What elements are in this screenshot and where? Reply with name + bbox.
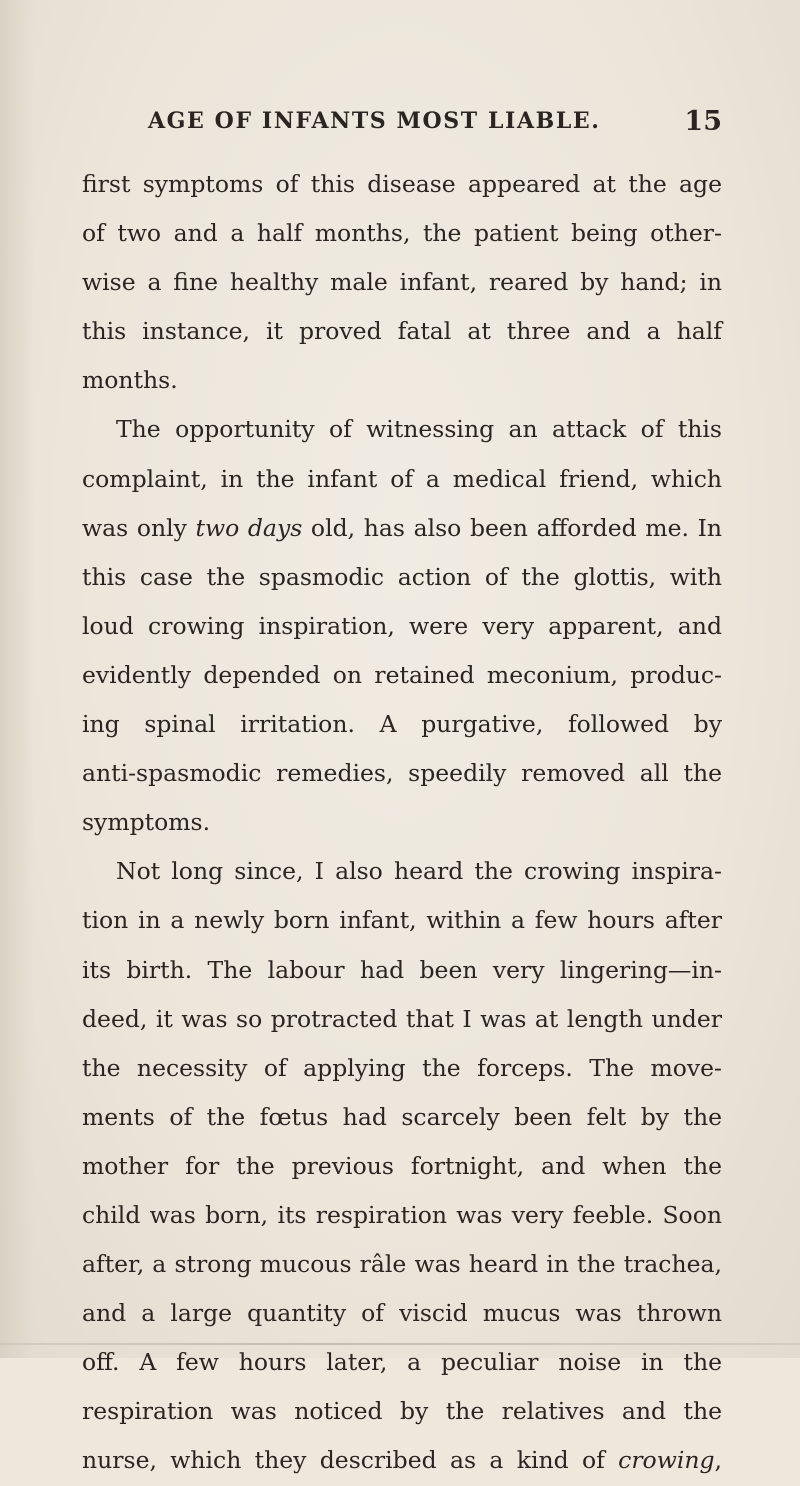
page-edge-shadow bbox=[0, 0, 34, 1358]
text-run: , bbox=[714, 1446, 722, 1475]
text-line: off. A few hours later, a peculiar noise in the bbox=[82, 1348, 722, 1377]
text-line: deed, it was so protracted that I was at length under bbox=[82, 1004, 722, 1033]
running-title: AGE OF INFANTS MOST LIABLE. bbox=[148, 108, 601, 134]
text-line: loud crowing inspiration, were very apparent, and bbox=[82, 611, 722, 640]
running-head bbox=[148, 106, 722, 142]
text-line: evidently depended on retained meconium, produc- bbox=[82, 660, 722, 689]
text-line bbox=[82, 1436, 722, 1485]
text-line: after, a strong mucous râle was heard in the trachea, bbox=[82, 1250, 722, 1279]
text-line: ments of the fœtus had scarcely been felt by the bbox=[82, 1102, 722, 1131]
text-run: nurse, which they described as a kind of bbox=[82, 1446, 619, 1475]
text-line: ing spinal irritation. A purgative, followed by bbox=[82, 710, 722, 739]
text-line: first symptoms of this disease appeared at the age bbox=[82, 170, 722, 198]
text-line: Not long since, I also heard the crowing inspira- bbox=[116, 857, 722, 886]
body-text bbox=[82, 160, 722, 1486]
page-number: 15 bbox=[684, 106, 722, 137]
text-line: The opportunity of witnessing an attack of this bbox=[116, 415, 722, 444]
text-line: this instance, it proved fatal at three and a half bbox=[82, 317, 722, 346]
text-line bbox=[82, 504, 722, 553]
text-line: months. bbox=[82, 366, 178, 395]
text-line: this case the spasmodic action of the glottis, with bbox=[82, 562, 722, 591]
text-line: the necessity of applying the forceps. The move- bbox=[82, 1053, 722, 1082]
text-line: child was born, its respiration was very feeble. Soon bbox=[82, 1200, 722, 1229]
text-line: symptoms. bbox=[82, 808, 211, 837]
italic-phrase: crowing bbox=[618, 1446, 715, 1475]
text-line: anti-spasmodic remedies, speedily removed all the bbox=[82, 759, 722, 788]
text-line: and a large quantity of viscid mucus was thrown bbox=[82, 1299, 722, 1328]
text-line: wise a fine healthy male infant, reared by hand; in bbox=[82, 268, 722, 297]
italic-phrase: two days bbox=[195, 513, 303, 542]
text-line: complaint, in the infant of a medical friend, which bbox=[82, 464, 722, 493]
text-run: old, has also been afforded me. In bbox=[302, 513, 723, 542]
text-line: respiration was noticed by the relatives and the bbox=[82, 1397, 722, 1426]
text-line: tion in a newly born infant, within a few hours after bbox=[82, 906, 722, 935]
text-run: was only bbox=[82, 513, 196, 542]
text-line: mother for the previous fortnight, and when the bbox=[82, 1151, 722, 1180]
text-line: of two and a half months, the patient being other- bbox=[82, 219, 722, 248]
text-line: its birth. The labour had been very lingering—in- bbox=[82, 955, 722, 984]
page-bottom-edge bbox=[0, 1343, 800, 1345]
